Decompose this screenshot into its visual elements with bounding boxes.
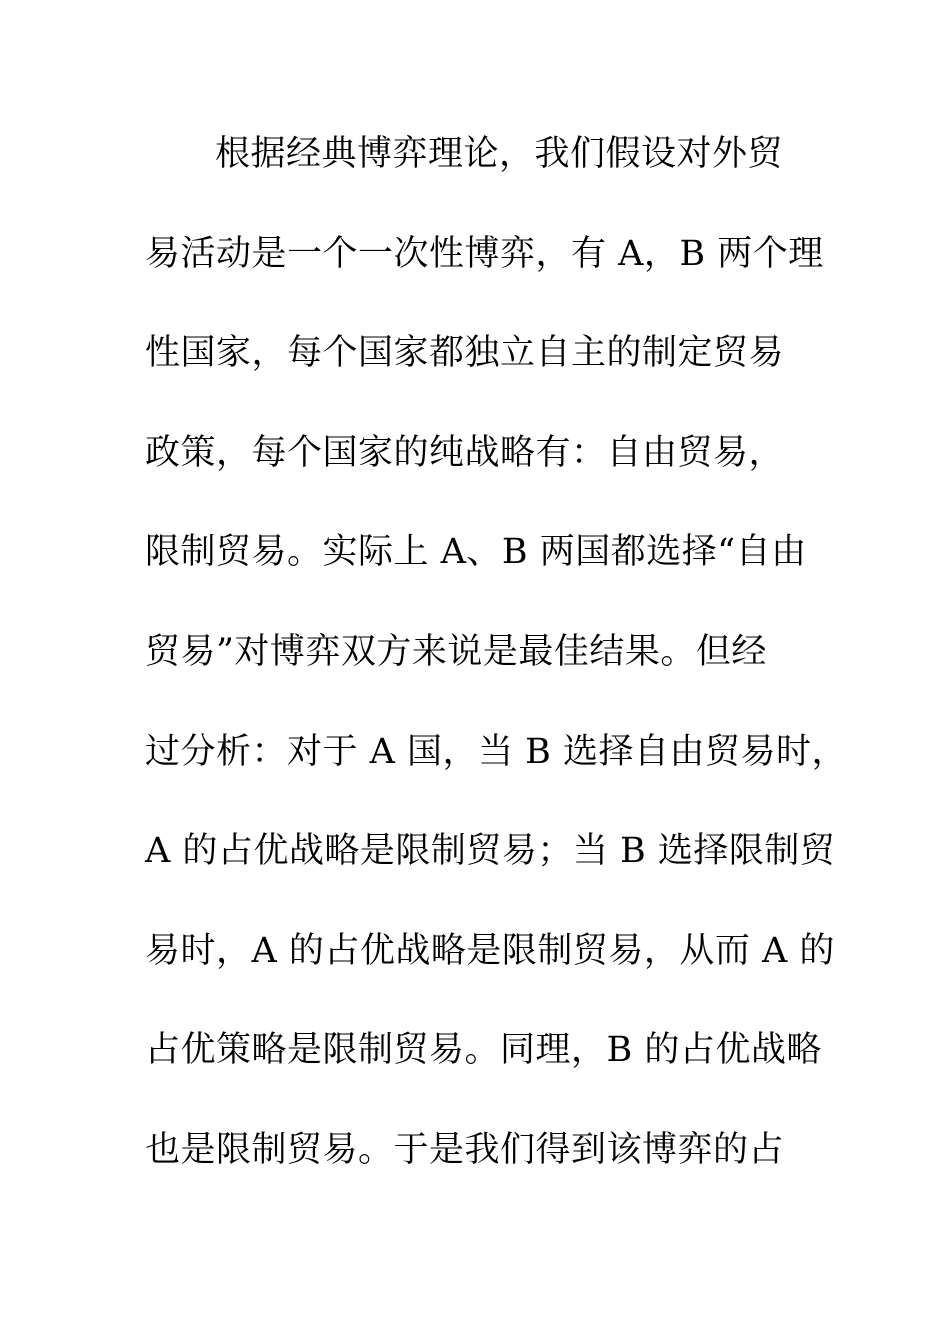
body-paragraph bbox=[145, 124, 847, 1220]
paragraph-line: 政策，每个国家的纯战略有：自由贸易， bbox=[145, 432, 785, 473]
paragraph-line: 过分析：对于 A 国，当 B 选择自由贸易时， bbox=[145, 731, 847, 772]
paragraph-line: A 的占优战略是限制贸易；当 B 选择限制贸 bbox=[145, 831, 836, 872]
paragraph-line: 限制贸易。实际上 A、B 两国都选择“自由 bbox=[145, 532, 807, 573]
paragraph-line: 贸易”对博弈双方来说是最佳结果。但经 bbox=[145, 631, 767, 672]
paragraph-line: 易时，A 的占优战略是限制贸易，从而 A 的 bbox=[145, 930, 835, 971]
paragraph-line: 也是限制贸易。于是我们得到该博弈的占 bbox=[145, 1129, 785, 1170]
paragraph-line: 易活动是一个一次性博弈，有 A，B 两个理 bbox=[145, 233, 824, 274]
paragraph-line: 根据经典博弈理论，我们假设对外贸 bbox=[215, 134, 784, 174]
paragraph-line: 性国家，每个国家都独立自主的制定贸易 bbox=[145, 333, 785, 374]
paragraph-line: 占优策略是限制贸易。同理，B 的占优战略 bbox=[145, 1030, 822, 1071]
